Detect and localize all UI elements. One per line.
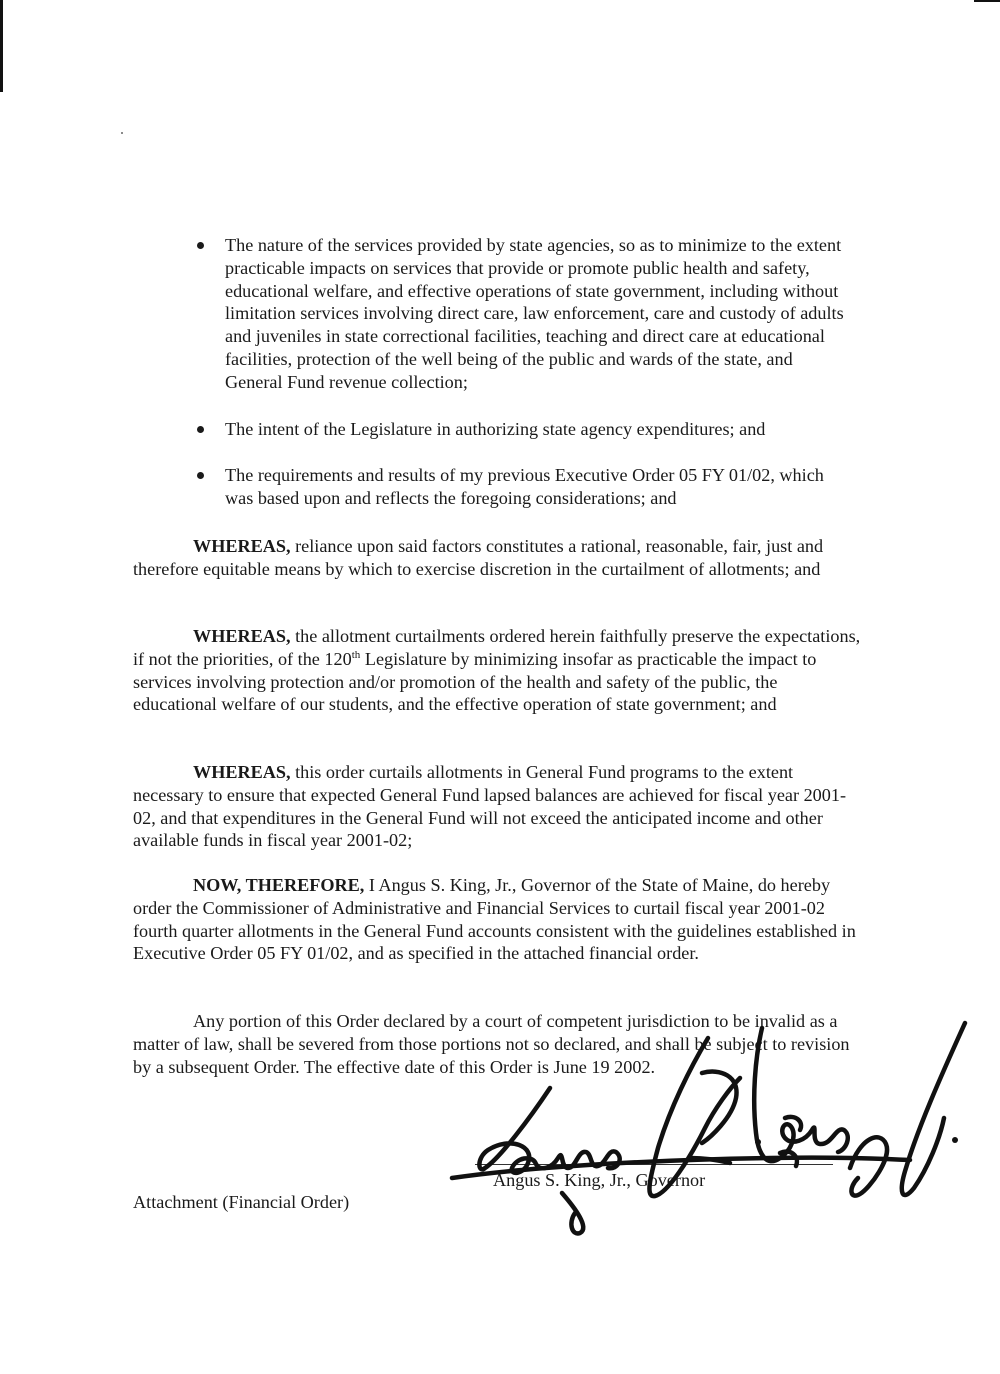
whereas-paragraph-1 xyxy=(133,535,863,581)
list-item-text: The requirements and results of my previous Executive Order 05 FY 01/02, which was based upon and reflects the foregoing considerations; and xyxy=(225,465,824,509)
now-therefore-paragraph xyxy=(133,874,863,965)
paragraph-text: this order curtails allotments in General Fund programs to the extent necessary to ensure that expected General Fund lapsed balances are achieved for fiscal year 2001-02, and that expenditures in the General Fund will not exceed the anticipated income and other available funds in fiscal year 2001-02; xyxy=(133,762,847,851)
list-item xyxy=(195,464,845,510)
scan-edge-mark-left xyxy=(0,0,3,92)
paragraph-text: the allotment curtailments ordered herein faithfully preserve the expectations, if not the priorities, of the 120 xyxy=(133,626,861,669)
paragraph-lead: WHEREAS, xyxy=(193,762,291,782)
whereas-paragraph-2 xyxy=(133,625,863,716)
signatory-name: Angus S. King, Jr., Governor xyxy=(493,1170,706,1190)
signature-line xyxy=(475,1164,833,1165)
paragraph-lead: WHEREAS, xyxy=(193,626,291,646)
bullet-icon xyxy=(197,242,204,249)
list-item xyxy=(195,418,845,441)
ordinal-superscript: th xyxy=(351,648,361,661)
paragraph-text: reliance upon said factors constitutes a rational, reasonable, fair, just and therefore equitable means by which to exercise discretion in the curtailment of allotments; and xyxy=(133,536,824,579)
list-item-text: The intent of the Legislature in authorizing state agency expenditures; and xyxy=(225,418,766,439)
severability-paragraph xyxy=(133,1010,853,1078)
scan-speck xyxy=(121,132,123,134)
bullet-icon xyxy=(197,472,204,479)
attachment-note: Attachment (Financial Order) xyxy=(133,1192,350,1212)
scan-edge-mark-right xyxy=(974,0,1000,2)
list-item-text: The nature of the services provided by state agencies, so as to minimize to the extent practicable impacts on services that provide or promote public health and safety, educational welfare, and effective operations of state government, including without limitation services involving direct care, law enforcement, care and custody of adults and juveniles in state correctional facilities, teaching and direct care at educational facilities, protection of the well being of the public and wards of the state, and General Fund revenue collection; xyxy=(225,235,844,392)
bullet-icon xyxy=(197,426,204,433)
considerations-list xyxy=(195,234,845,510)
list-item xyxy=(195,234,845,394)
paragraph-text: I Angus S. King, Jr., Governor of the State of Maine, do hereby order the Commissioner of Administrative and Financial Services to curtail fiscal year 2001-02 fourth quarter allotments in the General Fund accounts consistent with the guidelines established in Executive Order 05 FY 01/02, and as specified in the attached financial order. xyxy=(133,875,856,964)
paragraph-text-continued: Legislature by minimizing insofar as practicable the impact to services involving protection and/or promotion of the health and safety of the public, the educational welfare of our students, and the effective operation of state government; and xyxy=(133,648,817,715)
paragraph-lead: NOW, THEREFORE, xyxy=(193,875,365,895)
paragraph-text: Any portion of this Order declared by a court of competent jurisdiction to be invalid as a matter of law, shall be severed from those portions not so declared, and shall be subject to revision by a subsequent Order. The effective date of this Order is June 19 2002. xyxy=(133,1011,850,1077)
paragraph-lead: WHEREAS, xyxy=(193,536,291,556)
whereas-paragraph-3 xyxy=(133,761,863,852)
